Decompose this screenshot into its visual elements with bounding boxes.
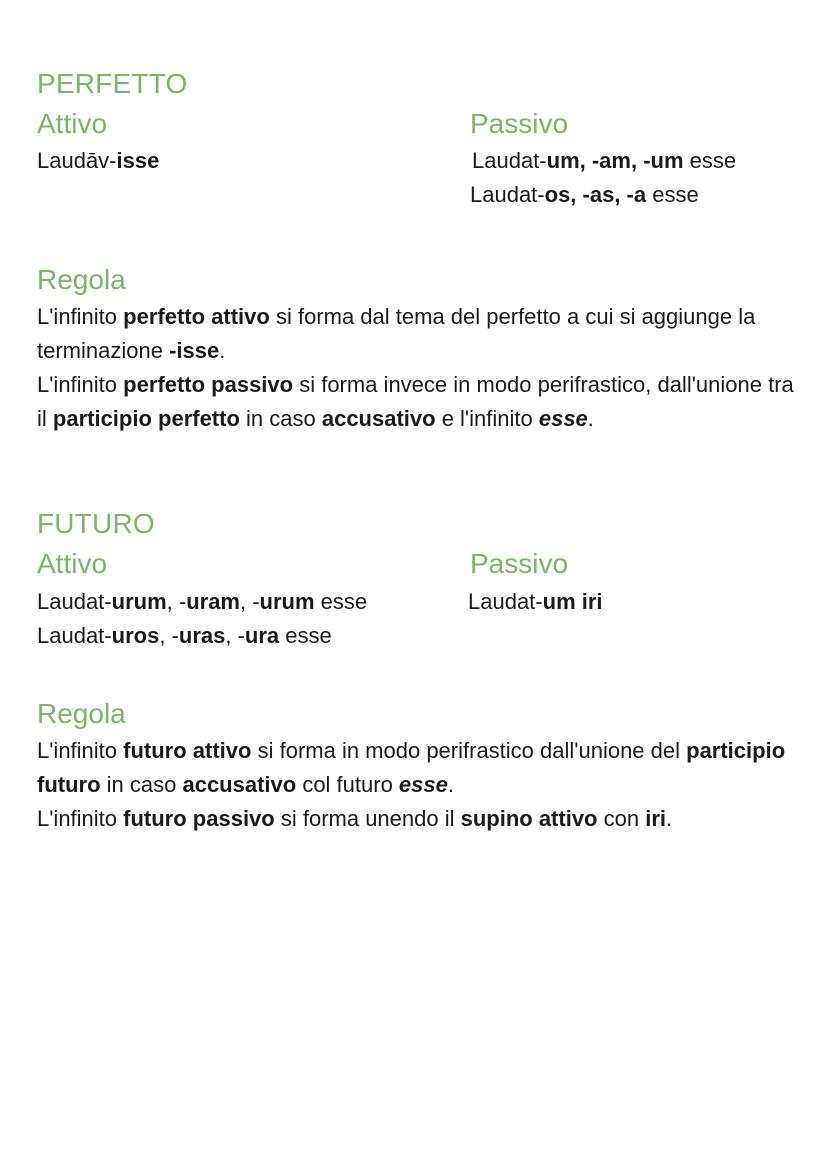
perfetto-attivo-heading: Attivo — [37, 108, 108, 139]
futuro-passivo-heading: Passivo — [470, 548, 569, 579]
futuro-attivo-form-plural: Laudat-uros, -uras, -ura esse — [37, 623, 332, 648]
perfetto-regola-passivo-text: L'infinito perfetto passivo si forma invece in modo perifrastico, dall'unione tra il participio perfetto in caso accusativo e l'infinito esse. — [37, 372, 794, 431]
futuro-regola-attivo-text: L'infinito futuro attivo si forma in modo perifrastico dall'unione del participio futuro in caso accusativo col futuro esse. — [37, 738, 786, 797]
futuro-regola-passivo-text: L'infinito futuro passivo si forma unendo il supino attivo con iri. — [37, 806, 673, 831]
perfetto-regola-heading: Regola — [37, 264, 126, 295]
perfetto-passivo-form-singular: Laudat-um, -am, -um esse — [472, 148, 737, 173]
futuro-passivo-form: Laudat-um iri — [468, 589, 603, 614]
section-title-futuro: FUTURO — [37, 508, 155, 539]
section-title-perfetto: PERFETTO — [37, 68, 188, 99]
futuro-regola-heading: Regola — [37, 698, 126, 729]
perfetto-passivo-heading: Passivo — [470, 108, 569, 139]
perfetto-regola-attivo-text: L'infinito perfetto attivo si forma dal tema del perfetto a cui si aggiunge la terminazione -isse. — [37, 304, 756, 363]
perfetto-passivo-form-plural: Laudat-os, -as, -a esse — [470, 182, 699, 207]
perfetto-attivo-form: Laudāv-isse — [37, 148, 160, 173]
futuro-attivo-heading: Attivo — [37, 548, 108, 579]
futuro-attivo-form-singular: Laudat-urum, -uram, -urum esse — [37, 589, 368, 614]
